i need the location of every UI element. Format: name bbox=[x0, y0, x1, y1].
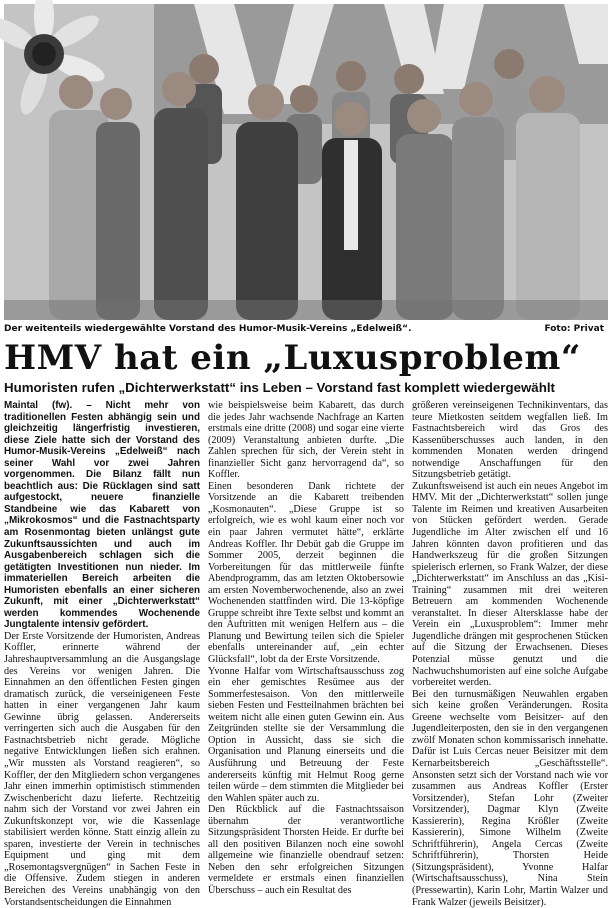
article-column-2 bbox=[208, 400, 404, 898]
article-paragraph: Den Rückblick auf die Fastnachtssaison übernahm der verantwortliche Sitzungspräsident Thorsten Heide. Er durfte bei all den positiven Bilanzen noch eine sowohl allgemeine wie finanzielle obendrauf setzen: Neben den sehr erfolgreichen Sitzungen vermeldete er erstmals einen finanziellen Überschuss – auch ein Resultat des bbox=[208, 804, 404, 896]
article-paragraph: größeren vereinseigenen Technikinventars, das teure Mietkosten seitdem wegfallen ließ. Im Fastnachtsbereich wird das Gros des Kassenüberschusses auch landen, in den kommenden Monaten werden dringend notwendige Anschaffungen für den Sitzungsbetrieb getätigt. bbox=[412, 400, 608, 481]
article-headline: HMV hat ein „Luxusproblem“ bbox=[4, 338, 581, 378]
article-paragraph: Bei den turnusmäßigen Neuwahlen ergaben sich keine großen Veränderungen. Rosita Greene wechselte vom Beisitzer- auf den Jugendleiterposten, den sie in den vergangenen zwölf Monaten schon kommissarisch innehatte. Dafür ist Luis Cercas neuer Beisitzer mit dem Kernarbeitsbereich „Geschäftsstelle“. Ansonsten setzt sich der Vorstand nach wie vor zusammen aus Andreas Koffler (Erster Vorsitzender), Stefan Lohr (Zweiter Vorsitzender), Dagmar Klyn (Zweite Kassiererin), Regina Krößler (Zweite Kassiererin), Simone Wilhelm (Zweite Schriftführerin), Angela Cercas (Zweite Schriftführerin), Thorsten Heide (Sitzungspräsident), Yvonne Halfar (Wirtschaftsausschuss), Nina Stein (Pressewartin), Karin Lohr, Martin Walzer und Frank Walzer (jeweils Beisitzer). bbox=[412, 688, 608, 908]
group-photo bbox=[4, 4, 608, 320]
article-subheadline: Humoristen rufen „Dichterwerkstatt“ ins Leben – Vorstand fast komplett wiedergewählt bbox=[4, 380, 555, 395]
article-column-3 bbox=[412, 400, 608, 908]
photo-caption-text: Der weitenteils wiedergewählte Vorstand des Humor-Musik-Vereins „Edelweiß“. bbox=[4, 324, 412, 334]
photo-caption bbox=[4, 323, 608, 337]
article-column-1 bbox=[4, 400, 200, 908]
article-paragraph: Der Erste Vorsitzende der Humoristen, Andreas Koffler, erinnerte während der Jahreshauptversammlung an die Ausgangslage des Vereins vor wenigen Jahren. Die Einnahmen an den öffentlichen Festen gingen dramatisch zurück, die verseinigeneen Feste hatten in einer vergangenen Jahr kaum Gewinne übrig gelassen. Andererseits verringerten sich auch die Ausgaben für den Fastnachtsbetrieb nicht gerade. Mögliche negative Entwicklungen ließen sich erahnen. „Wir mussten als Vorstand reagieren“, so Koffler, der den Mitgliedern schon vergangenes Jahr einen immerhin optimistisch stimmenden Zwischenbericht dazu lieferte. Rechtzeitig nahm sich der Vorstand vor zwei Jahren ein Zukunftskonzept vor, wie die Kassenlage stabilisiert werden könne. Statt einzig allein zu sparen, investierte der Verein in technisches Equipment und ging mit dem „Rosemontagsvergnügen“ in Sachen Feste in die Offensive. Zudem stiegen in anderen Bereichen des Vereins unabhängig von den Vorstandsentscheidungen die Einnahmen bbox=[4, 630, 200, 908]
article-paragraph: Zukunftsweisend ist auch ein neues Angebot im HMV. Mit der „Dichterwerkstatt“ sollen junge Talente im Reimen und kreativen Ausarbeiten von Stücken gefördert werden. Gerade Jugendliche im Alter zwischen elf und 16 Jahren könnten davon profitieren und das Handwerkszeug für die großen Sitzungen spielerisch erlernen, so Frank Walzer, der diese „Dichterwerkstatt“ im Anschluss an das „Kisi-Training“ zusammen mit drei weiteren Betreuern am kommenden Wochenende veranstaltet. In dieser Altersklasse habe der Verein ein „Luxusproblem“: Immer mehr Jugendliche drängen mit gesprochenen Stücken auf die Sitzung der Erwachsenen. Dieses Potenzial müsse genutzt und die Nachwuchshumoristen auf eine solche Aufgabe vorbereitet werden. bbox=[412, 480, 608, 689]
group-photo-illustration bbox=[4, 4, 608, 320]
article-paragraph: wie beispielsweise beim Kabarett, das durch die jedes Jahr wachsende Nachfrage an Karten erstmals eine dritte (2008) und sogar eine vierte (2009) Veranstaltung anbieten durfte. „Die Zahlen sprechen für sich, der Verein steht in finanzieller Sicht ganz hervorragend da“, so Koffler. bbox=[208, 400, 404, 481]
article-lead: Maintal (fw). – Nicht mehr von traditionellen Festen abhängig sein und gleichzeitig längerfristig investieren, diese Ziele hatte sich der Vorstand des Humor-Musik-Vereins „Edelweiß“ nach seiner Wahl vor zwei Jahren vorgenommen. Die Bilanz fällt nun beachtlich aus: Die Rücklagen sind satt aufgestockt, neuere finanzielle Standbeine wie das Kabarett von „Mikrokosmos“ und die Fastnachtsparty am Rosenmontag bieten unlängst gute Zukunftsaussichten und auch im Ausgabenbereich schlagen sich die getätigten Investitionen nun nieder. Im immateriellen Bereich arbeiten die Humoristen ebenfalls an einer sicheren Zukunft, mit einer „Dichterwerkstatt“ werden kommendes Wochenende Jungtalente intensiv gefördert. bbox=[4, 400, 200, 631]
article-paragraph: Yvonne Halfar vom Wirtschaftsausschuss zog ein eher gemischtes Resümee aus der Sommerfestesaison. Von den mittlerweile sieben Festen und Festteilnahmen brächten bei weitem nicht alle einen guten Gewinn ein. Aus Zeitgründen stellte sie der Versammlung die Option in Aussicht, dass sie sich die Organisation und Planung einerseits und die Ausführung und Betreuung der Feste andererseits künftig mit Helmut Roog gerne teilen würde – dem stimmten die Mitglieder bei den Wahlen später auch zu. bbox=[208, 665, 404, 804]
article-paragraph: Einen besonderen Dank richtete der Vorsitzende an die Kabarett treibenden „Kosmonauten“. „Diese Gruppe ist so erfolgreich, wie es wohl kaum einer noch vor ein paar Jahren vermutet hätte“, erklärte Andreas Koffler. Ihr Debüt gab die Gruppe im Sommer 2005, derzeit beginnen die Vorbereitungen für das mittlerweile fünfte Abendprogramm, das am letzten Oktobersowie am ersten Novemberwochenende, also an zwei Wochenenden stattfinden wird. Die 13-köpfige Gruppe schreibt ihre Texte selbst und kommt an den Auftritten mit wenigen Helfern aus – die Planung und Bewirtung teilen sich die Spieler ebenfalls untereinander auf, „ein echter Glücksfall“, lobt da der Erste Vorsitzende. bbox=[208, 480, 404, 666]
photo-credit: Foto: Privat bbox=[544, 324, 604, 334]
